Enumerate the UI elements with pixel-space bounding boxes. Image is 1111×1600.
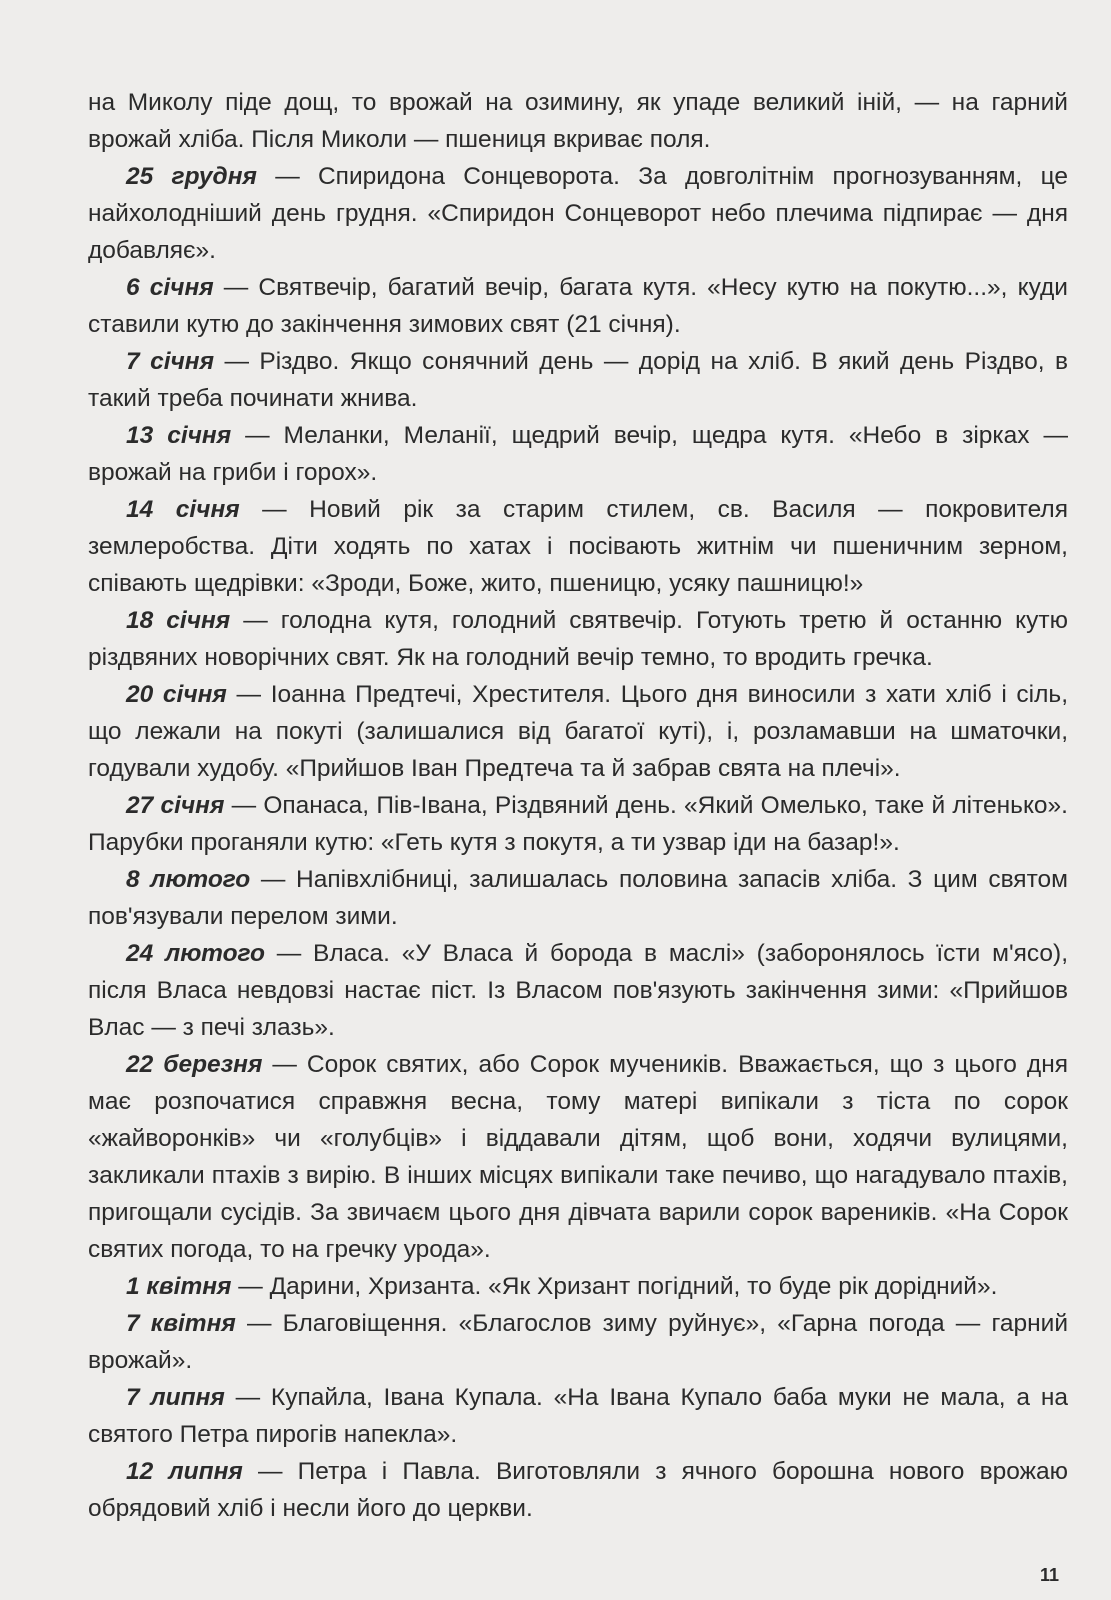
entry-text: — Іоанна Предтечі, Хрестителя. Цього дня виносили з хати хліб і сіль, що лежали на покуті (залишалися від багатої куті), і, розламавши на шматочки, годували худобу. «Прийшов Іван Предтеча та й забрав свята на плечі».	[88, 681, 1068, 782]
entry-text: — Петра і Павла. Виготовляли з ячного борошна нового врожаю обрядовий хліб і несли його до церкви.	[88, 1458, 1068, 1522]
entry-text: — Опанаса, Пів-Івана, Різдвяний день. «Який Омелько, таке й літенько». Парубки проганяли кутю: «Геть кутя з покутя, а ти узвар іди на базар!».	[88, 792, 1068, 856]
entry-paragraph	[88, 602, 1068, 676]
entry-paragraph	[88, 861, 1068, 935]
entry-text: — Напівхлібниці, залишалась половина запасів хліба. З цим святом пов'язували перелом зими.	[88, 866, 1068, 930]
entry-paragraph	[88, 269, 1068, 343]
intro-paragraph: на Миколу піде дощ, то врожай на озимину, як упаде великий іній, — на гарний врожай хліба. Після Миколи — пшениця вкриває поля.	[88, 89, 1068, 153]
entry-date: 22 березня	[126, 1051, 263, 1078]
entry-paragraph	[88, 787, 1068, 861]
entry-date: 27 січня	[126, 792, 225, 819]
entry-date: 13 січня	[126, 422, 232, 449]
entry-date: 12 липня	[126, 1458, 243, 1485]
entry-paragraph	[88, 1305, 1068, 1379]
entry-date: 1 квітня	[126, 1273, 232, 1300]
page-body	[88, 84, 1068, 1527]
entry-paragraph	[88, 158, 1068, 269]
entry-paragraph	[88, 935, 1068, 1046]
entry-text: — Сорок святих, або Сорок мучеників. Вважається, що з цього дня має розпочатися справжня весна, тому матері випікали з тіста по сорок «жайворонків» чи «голубців» і віддавали дітям, щоб вони, ходячи вулицями, закликали птахів з вирію. В інших місцях випікали таке печиво, що нагадувало птахів, пригощали сусідів. За звичаєм цього дня дівчата варили сорок вареників. «На Сорок святих погода, то на гречку урода».	[88, 1051, 1068, 1263]
entry-paragraph	[88, 1453, 1068, 1527]
entry-paragraph	[88, 676, 1068, 787]
entry-paragraph	[88, 1268, 1068, 1305]
entry-text: — голодна кутя, голодний святвечір. Готують третю й останню кутю різдвяних новорічних свят. Як на голодний вечір темно, то вродить гречка.	[88, 607, 1068, 671]
entry-text: — Дарини, Хризанта. «Як Хризант погідний, то буде рік дорідний».	[231, 1273, 998, 1300]
entry-text: — Різдво. Якщо сонячний день — дорід на хліб. В який день Різдво, в такий треба починати жнива.	[88, 348, 1069, 412]
entry-date: 7 квітня	[126, 1310, 236, 1337]
entry-paragraph	[88, 1379, 1068, 1453]
entry-date: 6 січня	[126, 274, 214, 301]
entry-date: 8 лютого	[126, 866, 251, 893]
entry-text: — Меланки, Меланії, щедрий вечір, щедра кутя. «Небо в зірках — врожай на гриби і горох».	[88, 422, 1069, 486]
entry-text: — Святвечір, багатий вечір, багата кутя. «Несу кутю на покутю...», куди ставили кутю до закінчення зимових свят (21 січня).	[88, 274, 1068, 338]
entry-date: 24 лютого	[126, 940, 265, 967]
entry-date: 7 січня	[126, 348, 215, 375]
entry-date: 14 січня	[126, 496, 240, 523]
page-number: 11	[1039, 1565, 1059, 1585]
entry-date: 25 грудня	[126, 163, 257, 190]
entry-text: — Власа. «У Власа й борода в маслі» (заборонялось їсти м'ясо), після Власа невдовзі настає піст. Із Власом пов'язують закінчення зими: «Прийшов Влас — з печі злазь».	[88, 940, 1068, 1041]
entry-text: — Купайла, Івана Купала. «На Івана Купало баба муки не мала, а на святого Петра пирогів напекла».	[88, 1384, 1068, 1448]
entry-text: — Спиридона Сонцеворота. За довголітнім прогнозуванням, це найхолодніший день грудня. «Спиридон Сонцеворот небо плечима підпирає — дня добавляє».	[88, 163, 1068, 264]
entry-paragraph	[88, 491, 1068, 602]
entry-text: — Благовіщення. «Благослов зиму руйнує», «Гарна погода — гарний врожай».	[88, 1310, 1069, 1374]
entry-text: — Новий рік за старим стилем, св. Василя — покровителя землеробства. Діти ходять по хатах і посівають житнім чи пшеничним зерном, співають щедрівки: «Зроди, Боже, жито, пшеницю, усяку пашницю!»	[88, 496, 1068, 597]
entry-date: 7 липня	[126, 1384, 225, 1411]
entry-date: 18 січня	[126, 607, 231, 634]
entry-paragraph	[88, 1046, 1068, 1268]
entry-paragraph	[88, 343, 1068, 417]
entry-date: 20 січня	[126, 681, 227, 708]
entry-paragraph	[88, 417, 1068, 491]
